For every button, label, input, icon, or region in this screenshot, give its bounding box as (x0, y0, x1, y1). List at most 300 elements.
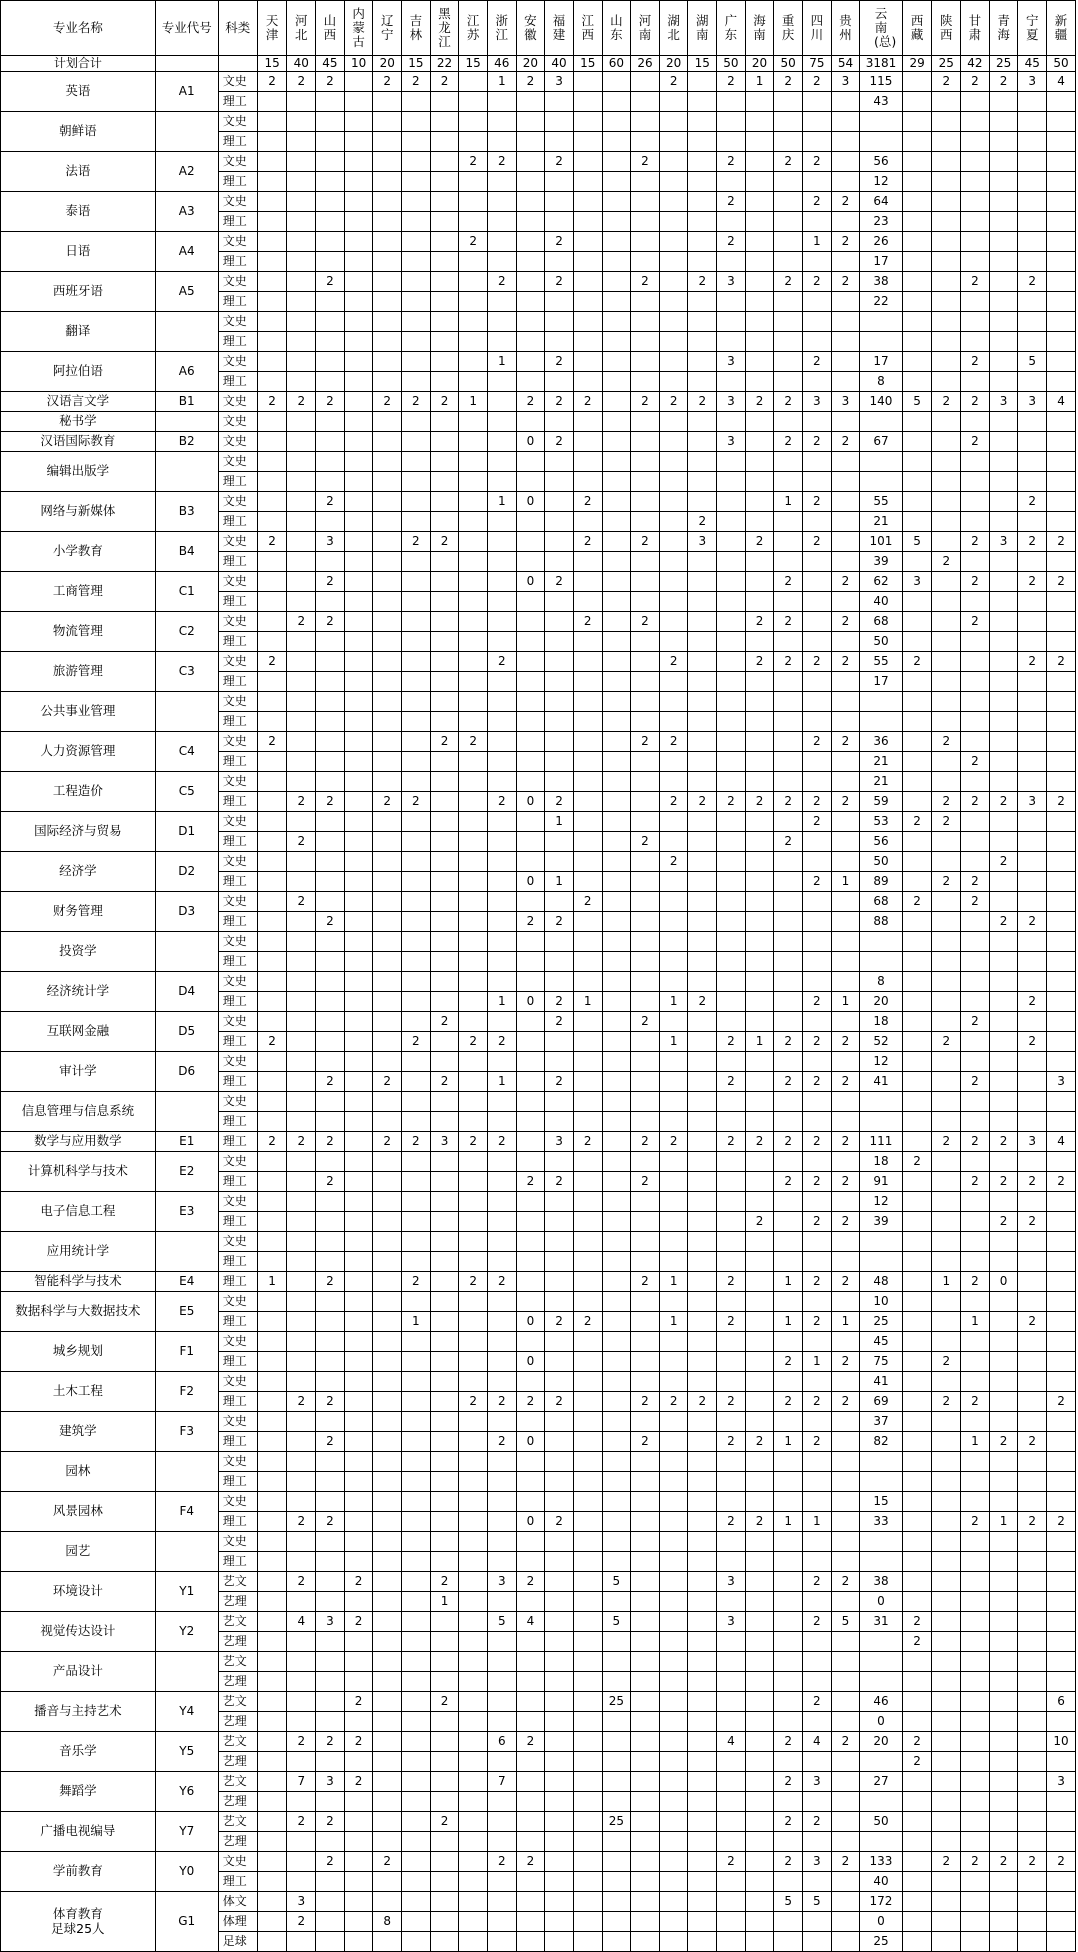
plan-value-cell (487, 1232, 516, 1252)
plan-value-cell (602, 1052, 631, 1072)
plan-value-cell (831, 632, 860, 652)
plan-value-cell (803, 412, 832, 432)
plan-value-cell (745, 1392, 774, 1412)
plan-value-cell (459, 472, 488, 492)
plan-value-cell (631, 1212, 660, 1232)
plan-value-cell (831, 1292, 860, 1312)
plan-value-cell (287, 192, 316, 212)
header-province: 河南 (631, 1, 660, 56)
table-row (1, 352, 1076, 372)
plan-value-cell (430, 1652, 459, 1672)
plan-value-cell: 2 (774, 612, 803, 632)
plan-value-cell (573, 1412, 602, 1432)
plan-value-cell (932, 1372, 961, 1392)
plan-value-cell (373, 692, 402, 712)
plan-value-cell (430, 692, 459, 712)
category-cell: 艺理 (218, 1792, 257, 1812)
plan-value-cell (430, 992, 459, 1012)
plan-value-cell (257, 932, 287, 952)
plan-value-cell (344, 1592, 373, 1612)
plan-value-cell: 3 (316, 1612, 345, 1632)
plan-value-cell: 1 (803, 232, 832, 252)
plan-value-cell (344, 432, 373, 452)
plan-value-cell (932, 632, 961, 652)
plan-value-cell (257, 452, 287, 472)
plan-value-cell (717, 1912, 746, 1932)
plan-value-cell (459, 812, 488, 832)
plan-value-cell: 41 (860, 1072, 902, 1092)
plan-value-cell (316, 1472, 345, 1492)
plan-value-cell (961, 1592, 990, 1612)
plan-value-cell (803, 472, 832, 492)
plan-value-cell: 2 (459, 1272, 488, 1292)
plan-value-cell: 2 (430, 532, 459, 552)
major-code (155, 312, 218, 352)
plan-value-cell (573, 1612, 602, 1632)
category-cell: 文史 (218, 732, 257, 752)
plan-value-cell: 56 (860, 832, 902, 852)
plan-value-cell (745, 492, 774, 512)
plan-value-cell (430, 312, 459, 332)
plan-value-cell (659, 912, 688, 932)
plan-value-cell (631, 1412, 660, 1432)
plan-value-cell (989, 492, 1018, 512)
plan-value-cell (287, 592, 316, 612)
plan-value-cell (717, 1012, 746, 1032)
table-row (1, 152, 1076, 172)
table-row (1, 1152, 1076, 1172)
plan-value-cell (430, 332, 459, 352)
plan-value-cell: 2 (257, 392, 287, 412)
plan-value-cell (459, 1492, 488, 1512)
plan-value-cell (932, 572, 961, 592)
plan-value-cell (344, 492, 373, 512)
plan-value-cell (373, 1772, 402, 1792)
plan-value-cell (745, 352, 774, 372)
plan-value-cell (1047, 172, 1076, 192)
category-cell: 理工 (218, 832, 257, 852)
plan-value-cell (316, 1332, 345, 1352)
plan-value-cell (573, 1192, 602, 1212)
plan-value-cell (989, 432, 1018, 452)
plan-value-cell (659, 1512, 688, 1532)
plan-value-cell (344, 632, 373, 652)
plan-value-cell: 1 (573, 992, 602, 1012)
plan-value-cell (1047, 1352, 1076, 1372)
plan-value-cell (545, 552, 574, 572)
plan-value-cell (989, 992, 1018, 1012)
plan-value-cell: 2 (961, 1012, 990, 1032)
plan-value-cell (459, 1252, 488, 1272)
plan-value-cell (1018, 552, 1047, 572)
plan-value-cell: 2 (717, 1312, 746, 1332)
plan-value-cell: 2 (932, 1392, 961, 1412)
plan-value-cell (316, 232, 345, 252)
plan-value-cell (459, 1832, 488, 1852)
plan-value-cell (402, 1792, 431, 1812)
category-cell: 文史 (218, 812, 257, 832)
plan-value-cell (831, 552, 860, 572)
plan-value-cell: 2 (902, 652, 932, 672)
plan-value-cell (831, 692, 860, 712)
plan-value-cell: 1 (774, 1312, 803, 1332)
plan-value-cell (688, 1492, 717, 1512)
plan-value-cell (961, 1372, 990, 1392)
plan-value-cell (573, 1032, 602, 1052)
plan-value-cell (1018, 1192, 1047, 1212)
plan-value-cell (373, 652, 402, 672)
plan-value-cell (631, 252, 660, 272)
plan-value-cell (1047, 772, 1076, 792)
plan-value-cell (860, 1652, 902, 1672)
plan-value-cell (803, 1192, 832, 1212)
plan-value-cell (344, 1412, 373, 1432)
plan-value-cell (1018, 872, 1047, 892)
plan-value-cell (316, 132, 345, 152)
plan-value-cell: 50 (860, 1812, 902, 1832)
plan-value-cell: 21 (860, 772, 902, 792)
plan-value-cell (430, 1932, 459, 1952)
plan-value-cell (257, 472, 287, 492)
plan-value-cell (257, 272, 287, 292)
plan-value-cell (688, 1672, 717, 1692)
plan-value-cell (961, 812, 990, 832)
plan-value-cell: 2 (631, 272, 660, 292)
plan-value-cell (659, 1792, 688, 1812)
plan-value-cell (516, 1092, 545, 1112)
plan-value-cell: 2 (487, 272, 516, 292)
plan-value-cell (287, 1592, 316, 1612)
plan-value-cell (1047, 192, 1076, 212)
plan-value-cell (316, 952, 345, 972)
major-name: 财务管理 (1, 892, 156, 932)
plan-value-cell (287, 672, 316, 692)
plan-value-cell (1047, 1832, 1076, 1852)
plan-value-cell: 1 (745, 1032, 774, 1052)
plan-value-cell (287, 112, 316, 132)
plan-value-cell (287, 1332, 316, 1352)
plan-value-cell: 2 (1047, 652, 1076, 672)
plan-value-cell (573, 1392, 602, 1412)
plan-value-cell (516, 1872, 545, 1892)
plan-value-cell (745, 1272, 774, 1292)
plan-value-cell (316, 1492, 345, 1512)
plan-value-cell (487, 1332, 516, 1352)
plan-value-cell: 2 (831, 192, 860, 212)
category-cell: 理工 (218, 1252, 257, 1272)
plan-value-cell (717, 292, 746, 312)
plan-value-cell (316, 1532, 345, 1552)
plan-value-cell (1047, 332, 1076, 352)
plan-value-cell (989, 1332, 1018, 1352)
plan-value-cell (1047, 832, 1076, 852)
plan-value-cell (1047, 1212, 1076, 1232)
plan-value-cell (688, 572, 717, 592)
plan-value-cell (257, 1532, 287, 1552)
plan-value-cell (459, 532, 488, 552)
plan-value-cell (287, 1632, 316, 1652)
plan-value-cell (902, 1392, 932, 1412)
plan-value-cell: 3 (803, 1852, 832, 1872)
plan-value-cell (573, 772, 602, 792)
plan-value-cell (602, 432, 631, 452)
plan-value-cell: 1 (487, 72, 516, 92)
category-cell: 文史 (218, 452, 257, 472)
plan-value-cell (344, 1372, 373, 1392)
plan-value-cell (287, 932, 316, 952)
plan-value-cell (545, 1192, 574, 1212)
total-value-cell: 50 (774, 56, 803, 72)
plan-value-cell (402, 1232, 431, 1252)
plan-value-cell (717, 672, 746, 692)
major-code: C3 (155, 652, 218, 692)
plan-value-cell (659, 1652, 688, 1672)
plan-value-cell (902, 1332, 932, 1352)
plan-value-cell (989, 212, 1018, 232)
plan-value-cell (287, 1432, 316, 1452)
plan-value-cell (803, 552, 832, 572)
plan-value-cell (373, 812, 402, 832)
plan-value-cell (516, 752, 545, 772)
plan-value-cell (459, 1012, 488, 1032)
plan-value-cell (860, 712, 902, 732)
plan-value-cell (602, 1152, 631, 1172)
plan-value-cell (573, 572, 602, 592)
table-row (1, 1132, 1076, 1152)
plan-value-cell (902, 612, 932, 632)
plan-value-cell (402, 292, 431, 312)
plan-value-cell (774, 372, 803, 392)
plan-value-cell: 2 (803, 1392, 832, 1412)
plan-value-cell (688, 1132, 717, 1152)
plan-value-cell (316, 152, 345, 172)
plan-value-cell (573, 1232, 602, 1252)
plan-value-cell (659, 1532, 688, 1552)
plan-value-cell (402, 1152, 431, 1172)
plan-value-cell (287, 1232, 316, 1252)
category-cell: 文史 (218, 1532, 257, 1552)
plan-value-cell (803, 592, 832, 612)
plan-value-cell: 2 (402, 792, 431, 812)
plan-value-cell: 2 (803, 1172, 832, 1192)
plan-value-cell (316, 1652, 345, 1672)
plan-value-cell (1018, 1732, 1047, 1752)
plan-value-cell (989, 1192, 1018, 1212)
plan-value-cell (659, 512, 688, 532)
plan-value-cell (688, 1452, 717, 1472)
plan-value-cell (902, 712, 932, 732)
plan-value-cell (989, 1912, 1018, 1932)
plan-value-cell: 3 (717, 272, 746, 292)
plan-value-cell (287, 1852, 316, 1872)
plan-value-cell (516, 92, 545, 112)
plan-value-cell (961, 512, 990, 532)
plan-value-cell (932, 1832, 961, 1852)
plan-value-cell: 2 (831, 1032, 860, 1052)
plan-value-cell (602, 312, 631, 332)
plan-value-cell (402, 632, 431, 652)
plan-value-cell (402, 332, 431, 352)
plan-value-cell (961, 1052, 990, 1072)
plan-value-cell (459, 752, 488, 772)
plan-value-cell (1047, 1412, 1076, 1432)
plan-value-cell (803, 1492, 832, 1512)
plan-value-cell (573, 1012, 602, 1032)
plan-value-cell: 1 (803, 1352, 832, 1372)
plan-value-cell: 2 (932, 72, 961, 92)
plan-value-cell: 2 (402, 1272, 431, 1292)
plan-value-cell (745, 132, 774, 152)
plan-value-cell (659, 1632, 688, 1652)
plan-value-cell (989, 332, 1018, 352)
plan-value-cell: 2 (344, 1772, 373, 1792)
plan-value-cell (602, 512, 631, 532)
plan-value-cell (961, 852, 990, 872)
plan-value-cell (961, 672, 990, 692)
category-cell: 理工 (218, 1432, 257, 1452)
plan-value-cell (573, 1152, 602, 1172)
plan-value-cell (545, 1892, 574, 1912)
plan-value-cell (602, 92, 631, 112)
plan-value-cell (287, 1792, 316, 1812)
plan-value-cell (860, 312, 902, 332)
plan-value-cell (902, 1852, 932, 1872)
plan-value-cell (717, 1332, 746, 1352)
plan-value-cell: 0 (516, 432, 545, 452)
plan-value-cell: 2 (316, 572, 345, 592)
category-cell: 理工 (218, 872, 257, 892)
plan-value-cell (631, 812, 660, 832)
plan-value-cell (516, 1192, 545, 1212)
plan-value-cell (717, 472, 746, 492)
plan-value-cell (344, 592, 373, 612)
plan-value-cell (373, 1592, 402, 1612)
table-row (1, 772, 1076, 792)
plan-value-cell (316, 1312, 345, 1332)
total-value-cell: 20 (745, 56, 774, 72)
plan-value-cell: 2 (459, 232, 488, 252)
plan-value-cell (902, 972, 932, 992)
plan-value-cell (459, 1412, 488, 1432)
plan-value-cell (257, 1092, 287, 1112)
plan-value-cell (602, 952, 631, 972)
plan-value-cell (373, 772, 402, 792)
plan-value-cell: 2 (1018, 912, 1047, 932)
plan-value-cell (745, 1192, 774, 1212)
plan-value-cell (602, 1872, 631, 1892)
plan-value-cell (961, 1452, 990, 1472)
plan-value-cell (402, 1172, 431, 1192)
plan-value-cell (545, 532, 574, 552)
plan-value-cell (487, 612, 516, 632)
plan-value-cell (659, 272, 688, 292)
plan-value-cell: 2 (316, 492, 345, 512)
plan-value-cell (573, 1472, 602, 1492)
plan-value-cell (1018, 1792, 1047, 1812)
plan-value-cell (602, 792, 631, 812)
plan-value-cell (688, 1792, 717, 1812)
plan-value-cell (373, 1432, 402, 1452)
plan-value-cell: 1 (774, 1512, 803, 1532)
plan-value-cell (344, 652, 373, 672)
plan-value-cell (516, 512, 545, 532)
plan-value-cell (717, 1692, 746, 1712)
plan-value-cell (688, 1472, 717, 1492)
plan-value-cell (631, 1052, 660, 1072)
plan-value-cell (774, 1672, 803, 1692)
plan-value-cell (402, 1892, 431, 1912)
plan-value-cell (860, 1232, 902, 1252)
plan-value-cell (344, 692, 373, 712)
plan-value-cell: 4 (1047, 392, 1076, 412)
plan-value-cell: 7 (487, 1772, 516, 1792)
plan-value-cell: 2 (803, 1032, 832, 1052)
plan-value-cell: 3 (717, 1572, 746, 1592)
plan-value-cell (659, 1252, 688, 1272)
category-cell: 文史 (218, 192, 257, 212)
plan-value-cell: 2 (545, 392, 574, 412)
major-code (155, 1232, 218, 1272)
plan-value-cell (602, 1752, 631, 1772)
plan-value-cell (459, 1792, 488, 1812)
plan-value-cell: 2 (803, 1612, 832, 1632)
plan-value-cell (961, 132, 990, 152)
plan-value-cell (803, 1012, 832, 1032)
plan-value-cell (860, 132, 902, 152)
plan-value-cell (745, 232, 774, 252)
plan-value-cell (573, 192, 602, 212)
plan-value-cell (573, 1092, 602, 1112)
plan-value-cell (545, 1092, 574, 1112)
plan-value-cell (631, 1912, 660, 1932)
plan-value-cell (631, 1552, 660, 1572)
plan-value-cell (344, 172, 373, 192)
plan-value-cell (516, 1632, 545, 1652)
plan-value-cell (516, 1132, 545, 1152)
plan-value-cell: 6 (487, 1732, 516, 1752)
plan-value-cell (745, 712, 774, 732)
plan-value-cell (1047, 632, 1076, 652)
plan-value-cell (316, 932, 345, 952)
category-cell: 艺理 (218, 1712, 257, 1732)
plan-value-cell (831, 1152, 860, 1172)
plan-value-cell: 89 (860, 872, 902, 892)
plan-value-cell: 18 (860, 1152, 902, 1172)
plan-value-cell (688, 1912, 717, 1932)
plan-value-cell (1047, 1552, 1076, 1572)
plan-value-cell (516, 1792, 545, 1812)
category-cell: 文史 (218, 532, 257, 552)
plan-value-cell (745, 892, 774, 912)
plan-value-cell (1018, 1492, 1047, 1512)
plan-value-cell (459, 1752, 488, 1772)
plan-value-cell (344, 1212, 373, 1232)
plan-value-cell: 2 (545, 1172, 574, 1192)
plan-value-cell: 3 (1018, 392, 1047, 412)
plan-value-cell (745, 1772, 774, 1792)
plan-value-cell (430, 1432, 459, 1452)
category-cell: 文史 (218, 612, 257, 632)
total-category-cell (218, 56, 257, 72)
plan-value-cell: 111 (860, 1132, 902, 1152)
plan-value-cell (1047, 1312, 1076, 1332)
plan-value-cell (287, 452, 316, 472)
plan-value-cell: 2 (961, 752, 990, 772)
plan-value-cell: 3 (316, 532, 345, 552)
plan-value-cell (545, 1612, 574, 1632)
plan-value-cell (989, 92, 1018, 112)
plan-value-cell (516, 832, 545, 852)
